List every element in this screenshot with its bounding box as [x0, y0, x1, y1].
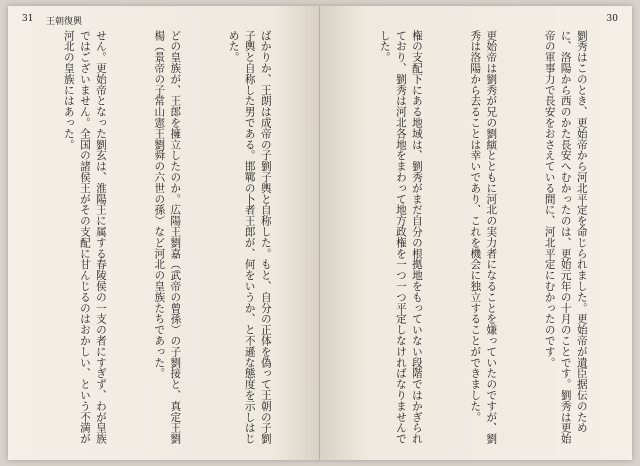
right-paragraph: 劉秀はこのとき、更始帝から河北平定を命じられました。更始帝が遺臣据伝のために、洛陽から西のかた長安へむかったのは、更始元年の十月のことです。劉秀は更始帝の軍事力で長安をおさえている間に、河北平定にむかったのです。 — [543, 30, 588, 445]
left-page-body — [18, 30, 306, 450]
left-paragraph: ばかりか、王朗は成帝の子劉子輿と自称した。もと、自分の正体を偽って王朝の子劉子輿と自称した男である。邯鄲の卜者王郎が、何をいうか、と不遜な態度を示しはじめた。 — [227, 30, 272, 445]
right-paragraph: 更始帝は劉秀が兄の劉縯とともに河北の実力者になることを嫌っていたのですが、劉秀は洛陽から去ることは幸いであり、これを機会に独立することができました。 — [469, 30, 498, 445]
left-paragraph: どの皇族が、王郎を擁立したのか。広陽王劉嘉（武帝の曾孫）の子劉接と、真定王劉楊（景帝の子常山憲王劉舜の六世の孫）など河北の皇族たちであった。 — [153, 30, 182, 445]
left-paragraph — [18, 30, 19, 450]
book-spread — [8, 6, 632, 460]
running-title: 王朝復興 — [46, 17, 83, 27]
right-paragraph: 権の支配下にある地域は、劉秀がまだ自分の根拠地をもっていない段階ではかぎられており、劉秀は河北各地をまわって地方政権を一つ一つ平定しなければなりませんでした。 — [378, 30, 423, 445]
right-page-number: 30 — [606, 14, 618, 24]
right-page-body — [336, 30, 622, 450]
left-page — [8, 6, 320, 460]
left-page-number: 31 — [22, 14, 34, 24]
right-page — [320, 6, 632, 460]
left-paragraph: せん。更始帝となった劉玄は、淮陽王に属する春陵侯の一支の者にすぎず、わが皇族ではございません。全国の諸侯王がその支配に甘んじるのはおかしい、という不満が河北の皇族にはあった。 — [62, 30, 107, 445]
